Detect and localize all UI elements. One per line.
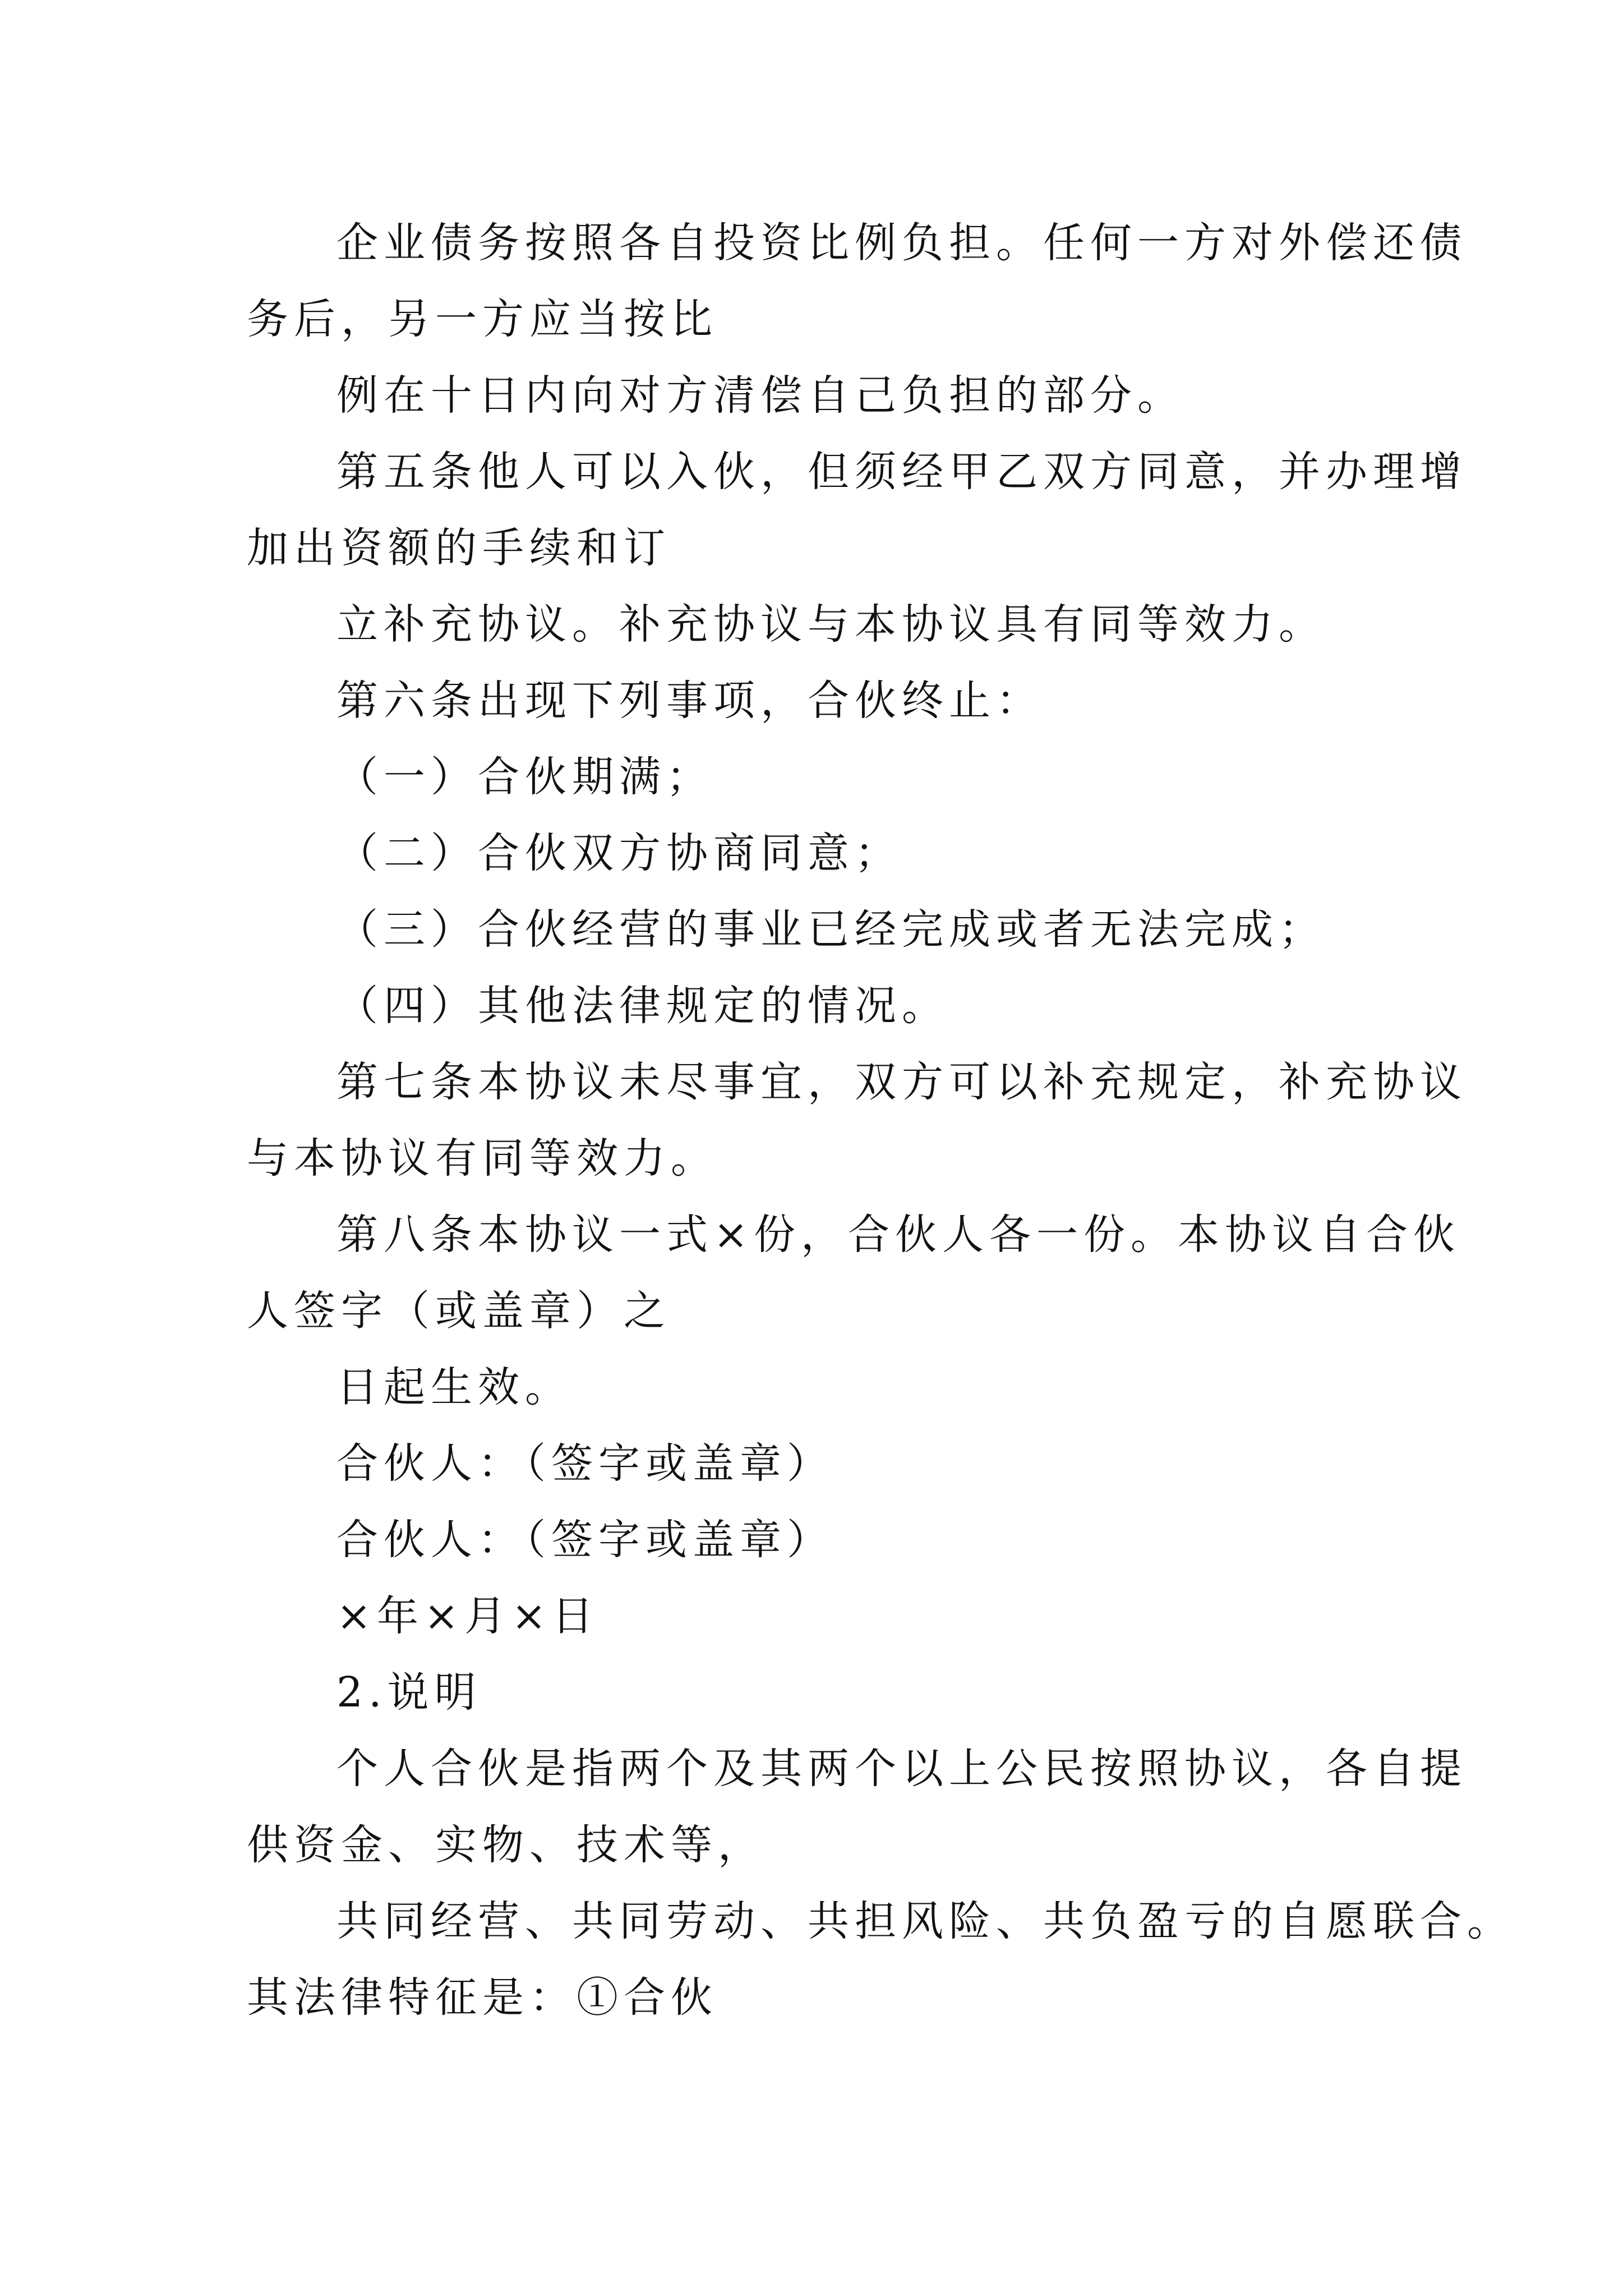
text-line: 第八条本协议一式×份，合伙人各一份。本协议自合伙 bbox=[336, 1211, 1461, 1259]
text-line: 加出资额的手续和订 bbox=[247, 524, 671, 572]
text-line: 企业债务按照各自投资比例负担。任何一方对外偿还债 bbox=[336, 219, 1467, 267]
text-line: 人签字（或盖章）之 bbox=[247, 1287, 671, 1335]
text-line: 例在十日内向对方清偿自己负担的部分。 bbox=[336, 371, 1184, 420]
text-line: 立补充协议。补充协议与本协议具有同等效力。 bbox=[336, 600, 1326, 648]
text-line: 供资金、实物、技术等， bbox=[247, 1821, 765, 1869]
text-line: 第七条本协议未尽事宜，双方可以补充规定，补充协议 bbox=[336, 1058, 1467, 1106]
text-line: （四）其他法律规定的情况。 bbox=[336, 982, 949, 1030]
text-line: 第五条他人可以入伙，但须经甲乙双方同意，并办理增 bbox=[336, 448, 1467, 496]
text-line: 合伙人：（签字或盖章） bbox=[336, 1516, 834, 1564]
section-heading: 2.说明 bbox=[336, 1668, 482, 1717]
text-line: ×年×月×日 bbox=[336, 1592, 600, 1640]
text-line: 务后，另一方应当按比 bbox=[247, 295, 718, 343]
document-body bbox=[247, 205, 1514, 2036]
text-line: 合伙人：（签字或盖章） bbox=[336, 1439, 834, 1488]
text-line: （二）合伙双方协商同意； bbox=[336, 829, 902, 877]
text-line: 其法律特征是：①合伙 bbox=[247, 1973, 718, 2022]
text-line: 共同经营、共同劳动、共担风险、共负盈亏的自愿联合。 bbox=[336, 1897, 1514, 1945]
text-line: 与本协议有同等效力。 bbox=[247, 1134, 718, 1182]
text-line: （三）合伙经营的事业已经完成或者无法完成； bbox=[336, 905, 1326, 954]
text-line: 日起生效。 bbox=[336, 1363, 572, 1411]
text-line: （一）合伙期满； bbox=[336, 753, 713, 801]
text-line: 第六条出现下列事项，合伙终止： bbox=[336, 677, 1043, 725]
text-line: 个人合伙是指两个及其两个以上公民按照协议，各自提 bbox=[336, 1745, 1467, 1793]
